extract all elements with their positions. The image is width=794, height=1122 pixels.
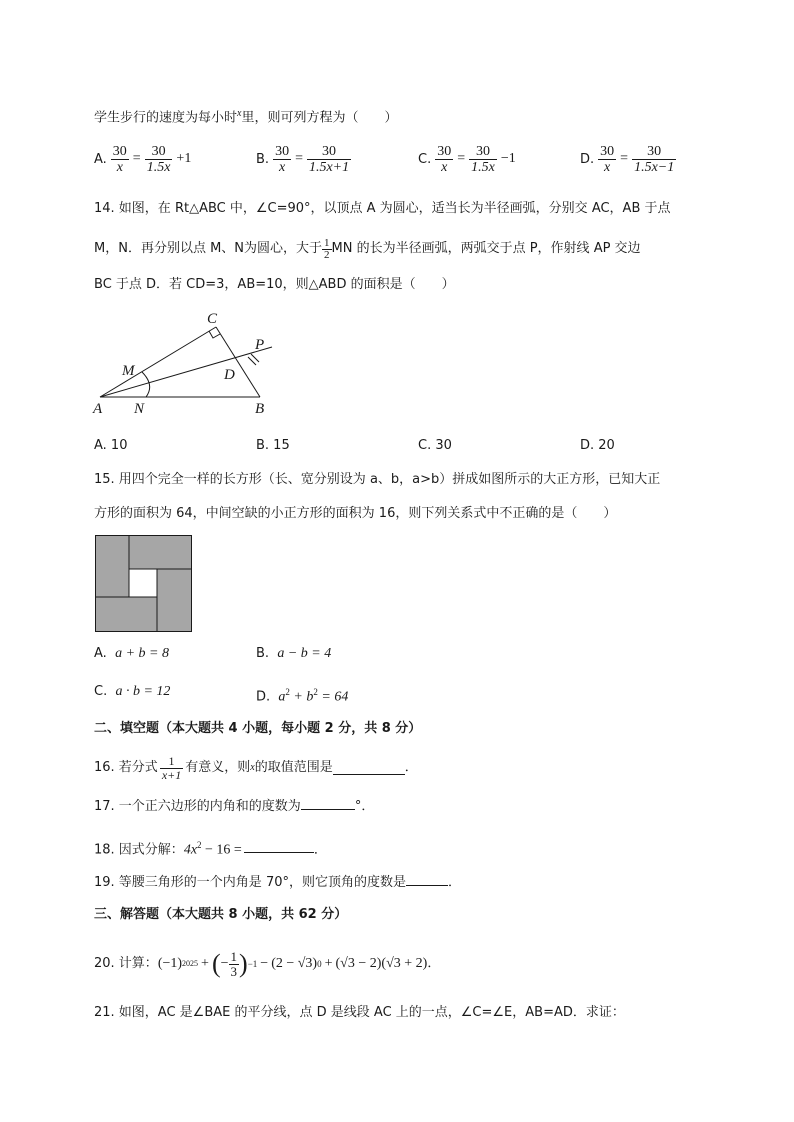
q13-option-b: B. $\frac{30}{x}$ = $\frac{30}{1.5x+1}$ [256, 143, 350, 175]
q18-answer-blank[interactable] [244, 840, 314, 853]
q13-option-c: C. $\frac{30}{x}$ = $\frac{30}{1.5x}$ −1 [418, 143, 516, 175]
q16-answer-blank[interactable] [333, 762, 405, 775]
q16-fraction: $\frac{1}{x+1}$ [161, 753, 182, 782]
q13-text-2: 里，则可列方程为（ ） [241, 110, 398, 126]
right-angle-mark [209, 331, 220, 338]
q17-line: 17. 一个正六边形的内角和的度数为 °． [94, 799, 375, 814]
q21-line: 21. 如图，AC 是∠BAE 的平分线，点 D 是线段 AC 上的一点，∠C=∠E，AB=AD．求证： [94, 1005, 625, 1020]
q13-tail-line [94, 105, 397, 127]
q15-square-figure [95, 535, 193, 633]
q15-line-1: 15. 用四个完全一样的长方形（长、宽分别设为 a、b，a>b）拼成如图所示的大正方形，已知大正 [94, 472, 661, 487]
q13-option-d: D. $\frac{30}{x}$ = $\frac{30}{1.5x-1}$ [580, 143, 675, 175]
section-2-heading: 二、填空题（本大题共 4 小题，每小题 2 分，共 8 分） [94, 721, 422, 736]
q13-option-a: A. $\frac{30}{x}$ = $\frac{30}{1.5x}$ +1 [94, 143, 192, 175]
q18-line: 18. 因式分解：$4x^2 - 16$ = ． [94, 840, 327, 858]
q15-option-b: B. a − b = 4 [256, 646, 332, 661]
q14-line-3: BC 于点 D．若 CD=3，AB=10，则△ABD 的面积是（ ） [94, 277, 455, 292]
side-ac [100, 327, 216, 397]
section-3-heading: 三、解答题（本大题共 8 小题，共 62 分） [94, 907, 348, 922]
q16-line: 16. 若分式 $\frac{1}{x+1}$ 有意义，则 x 的取值范围是 ． [94, 753, 418, 782]
q13-text: 学生步行的速度为每小时 [94, 110, 238, 126]
q14-line-1: 14. 如图，在 Rt△ABC 中，∠C=90°，以顶点 A 为圆心，适当长为半径画弧，分别交 AC，AB 于点 [94, 201, 671, 216]
arc-p-marks [248, 354, 259, 365]
q15-option-a: A. a + b = 8 [94, 646, 169, 661]
q15-line-2: 方形的面积为 64，中间空缺的小正方形的面积为 16，则下列关系式中不正确的是（ ） [94, 506, 617, 521]
q14-option-b: B. 15 [256, 438, 290, 453]
q15-option-d: D. $a^2 + b^2 = 64$ [256, 687, 349, 705]
q19-answer-blank[interactable] [406, 873, 448, 886]
q17-answer-blank[interactable] [301, 797, 355, 810]
q15-option-c: C. a · b = 12 [94, 684, 171, 699]
label-d: D [224, 367, 235, 383]
label-p: P [255, 337, 265, 353]
inner-square [129, 569, 157, 597]
label-a: A [93, 401, 103, 417]
half-fraction: $\frac{1}{2}$ [324, 236, 330, 261]
q14-line-2: M，N．再分别以点 M、N为圆心，大于 $\frac{1}{2}$ MN 的长为半径画弧，两弧交于点 P，作射线 AP 交边 [94, 236, 641, 261]
label-m: M [122, 363, 135, 379]
label-c: C [207, 311, 218, 327]
label-b: B [255, 401, 265, 417]
q14-triangle-figure [90, 305, 290, 425]
q14-option-c: C. 30 [418, 438, 452, 453]
q13-var: x [237, 108, 242, 119]
q20-line: 20. 计算： (−1) 2025 + ( − $\frac{1}{3}$ ) −1 − (2 − √3) 0 + (√3 − 2)(√3 + 2) ． [94, 948, 441, 979]
label-n: N [134, 401, 145, 417]
q14-option-a: A. 10 [94, 438, 128, 453]
q19-line: 19. 等腰三角形的一个内角是 70°，则它顶角的度数是 ． [94, 875, 461, 890]
q14-option-d: D. 20 [580, 438, 615, 453]
